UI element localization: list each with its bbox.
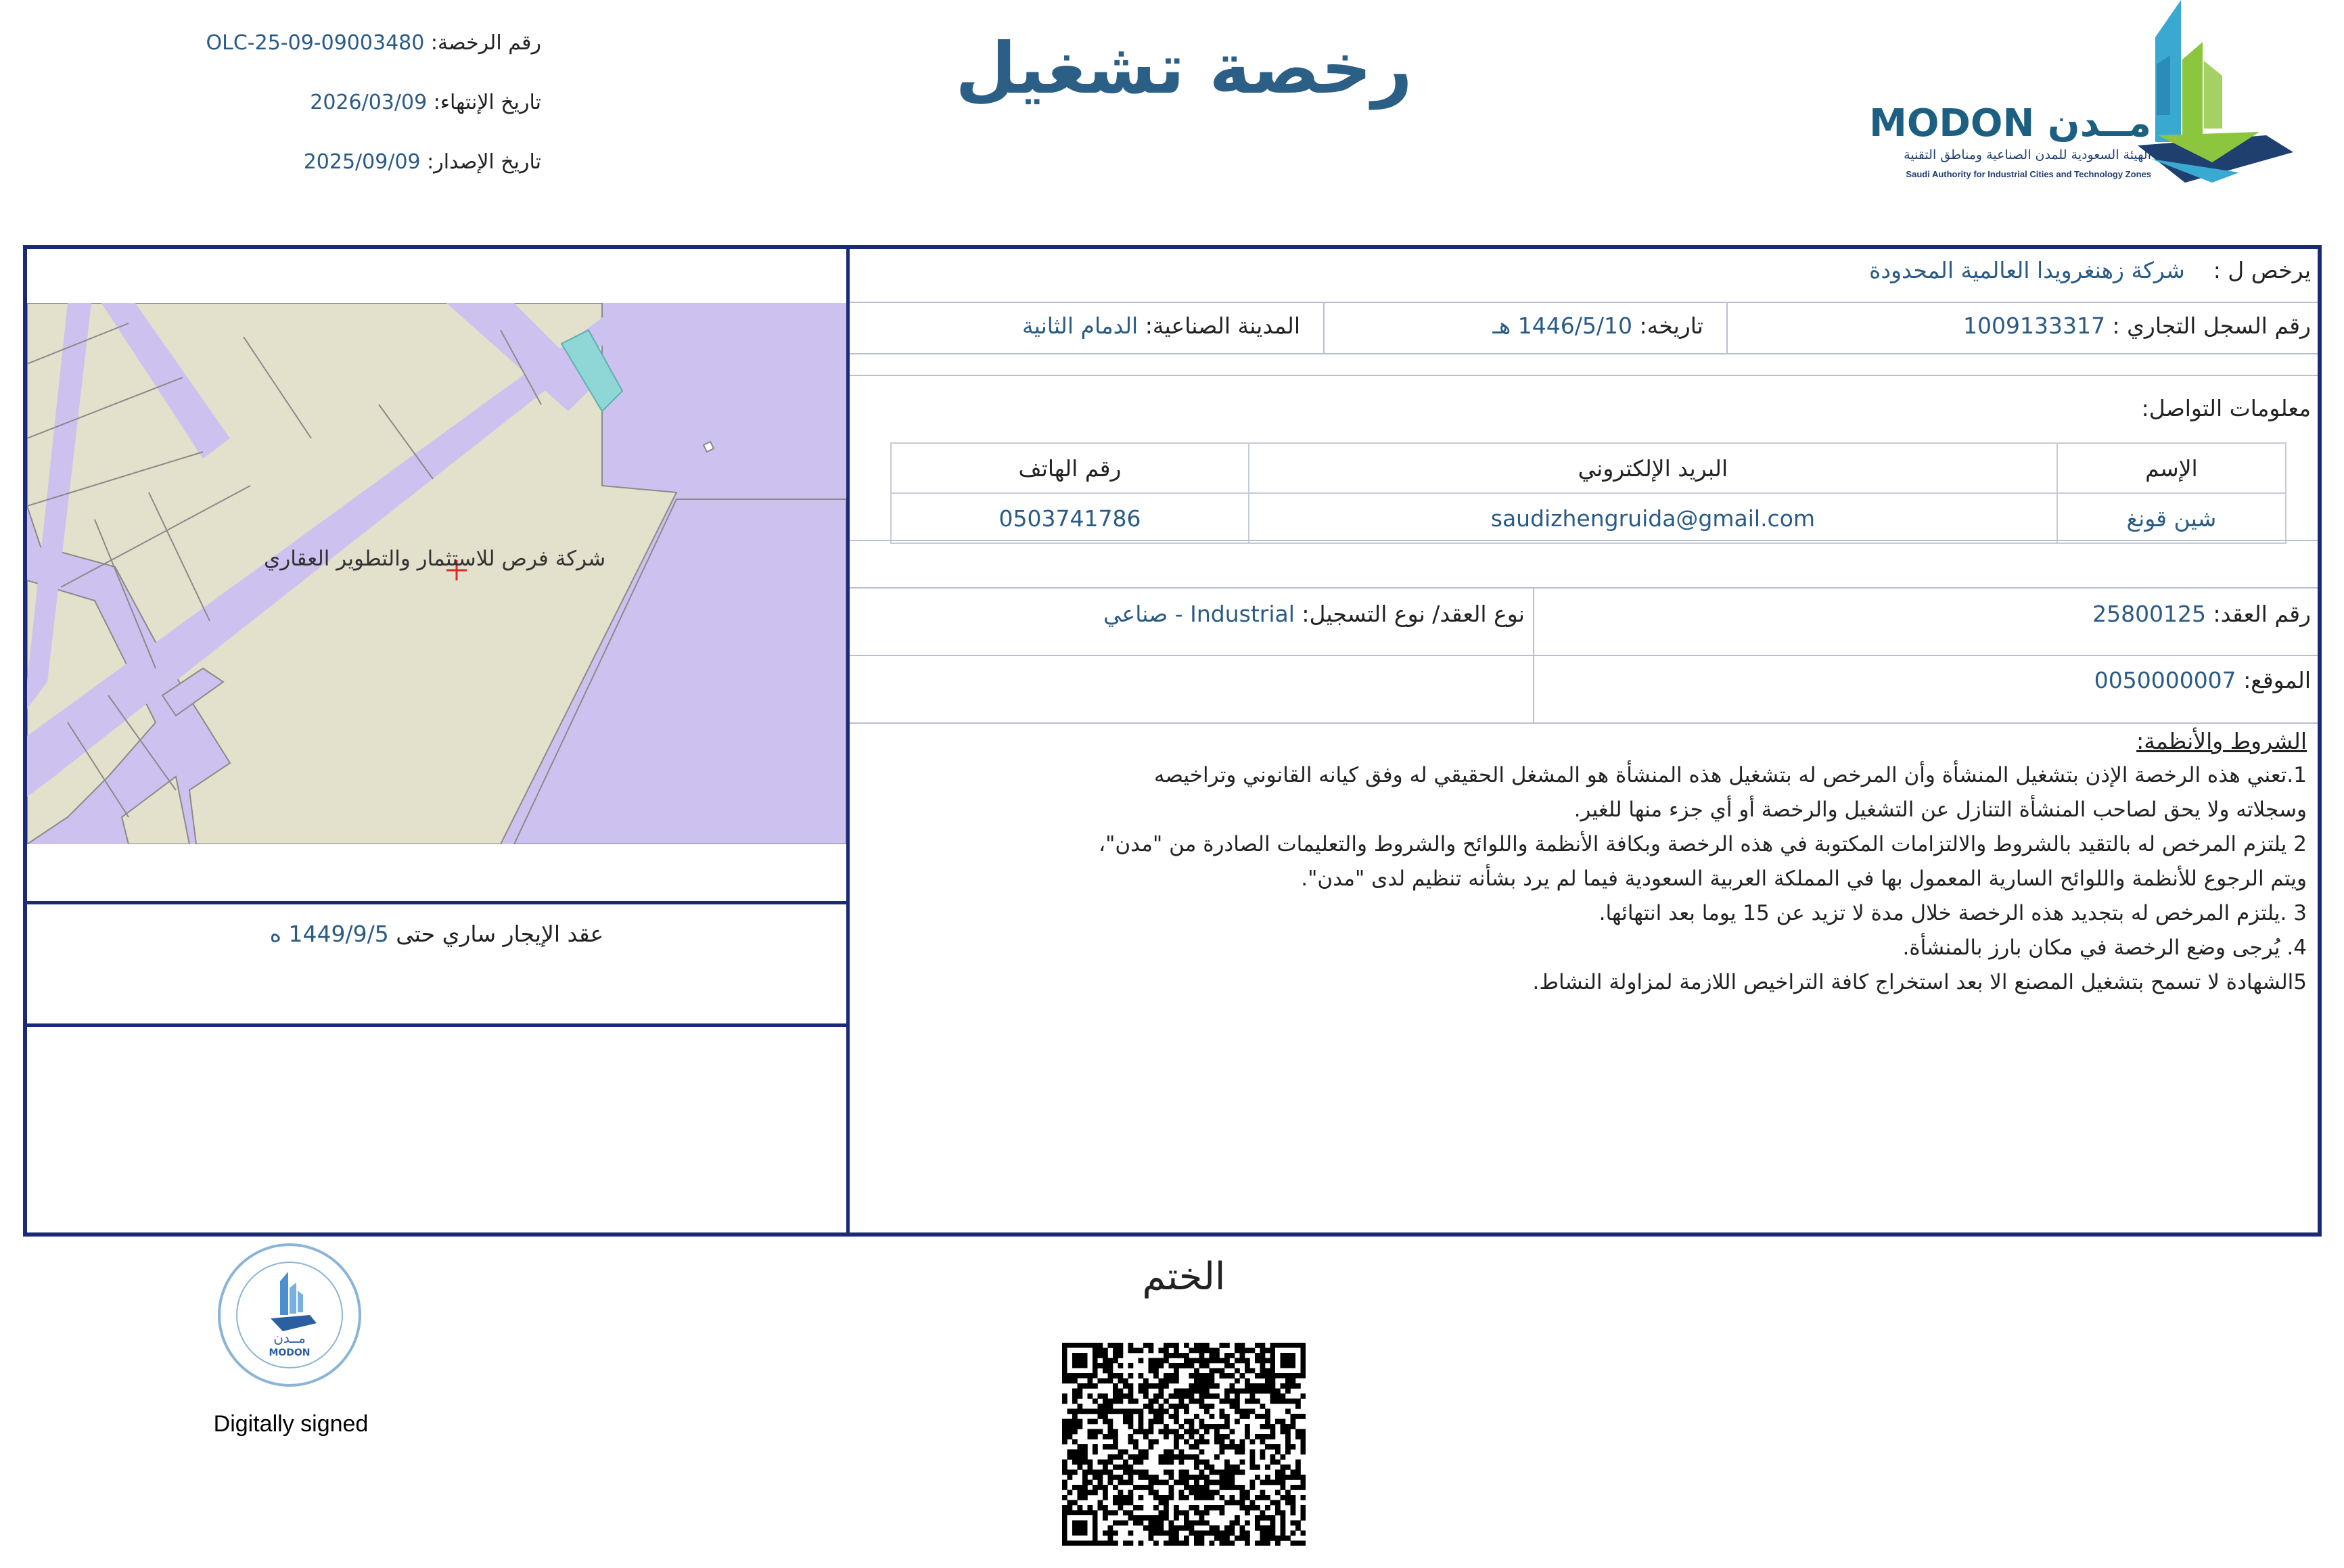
logo-arabic: مــدن [2047, 101, 2151, 145]
seal-label: الختم [1142, 1255, 1226, 1299]
city-label: المدينة الصناعية: [1145, 313, 1300, 339]
cr-label: رقم السجل التجاري : [2112, 313, 2311, 339]
cr-date-label: تاريخه: [1639, 313, 1703, 339]
contact-header-email: البريد الإلكتروني [1249, 443, 2057, 493]
logo-english-subtitle: Saudi Authority for Industrial Cities and Technology Zones [1906, 169, 2151, 179]
contract-type-row [1103, 601, 1525, 627]
contact-value-row [891, 493, 2286, 543]
terms-title: الشروط والأنظمة: [2136, 728, 2307, 754]
license-frame [23, 245, 2322, 1237]
logo-english: MODON [1869, 101, 2035, 145]
site-map-graphic [27, 303, 846, 844]
terms-line: 2 يلتزم المرخص له بالتقيد بالشروط والالتزامات المكتوبة في هذه الرخصة وبكافة الأنظمة واللوائح والشروط والتعليمات الصادرة من "مدن"، [1099, 832, 2307, 856]
licensee-name: شركة زهنغرويدا العالمية المحدودة [1869, 257, 2185, 283]
terms-line: 5الشهادة لا تسمح بتشغيل المصنع الا بعد استخراج كافة التراخيص اللازمة لمزاولة النشاط. [1532, 970, 2307, 994]
contact-header-row [891, 443, 2286, 493]
terms-line: 3 .يلتزم المرخص له بتجديد هذه الرخصة خلال مدة لا تزيد عن 15 يوما بعد انتهائها. [1599, 901, 2307, 925]
terms-line: 4. يُرجى وضع الرخصة في مكان بارز بالمنشأة. [1902, 936, 2307, 960]
city-name: الدمام الثانية [1021, 313, 1139, 339]
license-meta [122, 14, 541, 192]
digitally-signed: Digitally signed [213, 1411, 369, 1437]
terms-section [886, 724, 2307, 1000]
location-label: الموقع: [2243, 667, 2311, 693]
map-parcel-label: شركة فرص للاستثمار والتطوير العقاري [264, 547, 606, 571]
modon-logo [1860, 0, 2307, 189]
page-title: رخصة تشغيل [955, 27, 1412, 110]
license-number-label: رقم الرخصة: [430, 31, 541, 55]
expiry-row [122, 73, 541, 133]
cr-row [1963, 313, 2311, 339]
contact-name: شين قونغ [2057, 493, 2286, 543]
location-code: 0050000007 [2094, 667, 2236, 693]
licensee-label: يرخص ل : [2213, 257, 2311, 283]
contact-section-label: معلومات التواصل: [2141, 395, 2311, 421]
contact-header-name: الإسم [2057, 443, 2286, 493]
logo-wordmark [1860, 101, 2151, 145]
cr-number: 1009133317 [1963, 313, 2105, 339]
contact-header-phone: رقم الهاتف [891, 443, 1249, 493]
contact-email: saudizhengruida@gmail.com [1249, 493, 2057, 543]
lease-suffix: ه [269, 921, 282, 947]
issue-label: تاريخ الإصدار: [427, 150, 541, 174]
license-number-row [122, 14, 541, 73]
terms-line: ويتم الرجوع للأنظمة واللوائح السارية المعمول بها في المملكة العربية السعودية فيما لم يرد بشأنه تنظيم لدى "مدن". [1301, 867, 2307, 891]
stamp-english: MODON [269, 1347, 311, 1358]
contact-table [890, 442, 2286, 544]
contract-number: 25800125 [2092, 601, 2207, 627]
details-column [850, 249, 2318, 1232]
terms-line: وسجلاته ولا يحق لصاحب المنشأة التنازل عن التشغيل والرخصة أو أي جزء منها للغير. [1573, 798, 2307, 822]
lease-label: عقد الإيجار ساري حتى [396, 921, 604, 947]
contract-number-row [2092, 601, 2311, 627]
expiry-label: تاريخ الإنتهاء: [433, 91, 541, 114]
contract-type: Industrial - صناعي [1103, 601, 1295, 627]
cr-date-row [1492, 313, 1703, 339]
license-number: OLC-25-09-09003480 [206, 31, 425, 55]
site-map [27, 303, 846, 844]
lease-box [27, 901, 846, 1027]
qr-code [1062, 1343, 1306, 1546]
terms-line: 1.تعني هذه الرخصة الإذن بتشغيل المنشأة وأن المرخص له بتشغيل هذه المنشأة هو المشغل الحقيقي له وفق كيانه القانوني وتراخيصه [1153, 763, 2307, 787]
contract-number-label: رقم العقد: [2213, 601, 2311, 627]
lease-date: 1449/9/5 [288, 921, 389, 947]
cr-date: 1446/5/10 هـ [1492, 313, 1633, 339]
lease-text [27, 921, 846, 947]
official-stamp [215, 1241, 364, 1389]
licensee-row [1869, 257, 2311, 283]
expiry-date: 2026/03/09 [310, 91, 428, 114]
city-row [1022, 313, 1300, 339]
issue-row [122, 133, 541, 192]
qr-code-graphic [1062, 1343, 1306, 1546]
contact-phone: 0503741786 [891, 493, 1249, 543]
contract-type-label: نوع العقد/ نوع التسجيل: [1302, 601, 1525, 627]
stamp-arabic: مــدن [273, 1330, 306, 1346]
issue-date: 2025/09/09 [303, 150, 421, 174]
stamp-graphic [215, 1241, 364, 1389]
logo-arabic-subtitle: الهيئة السعودية للمدن الصناعية ومناطق التقنية [1904, 147, 2151, 162]
location-row [2094, 667, 2311, 693]
map-column [27, 249, 850, 1232]
